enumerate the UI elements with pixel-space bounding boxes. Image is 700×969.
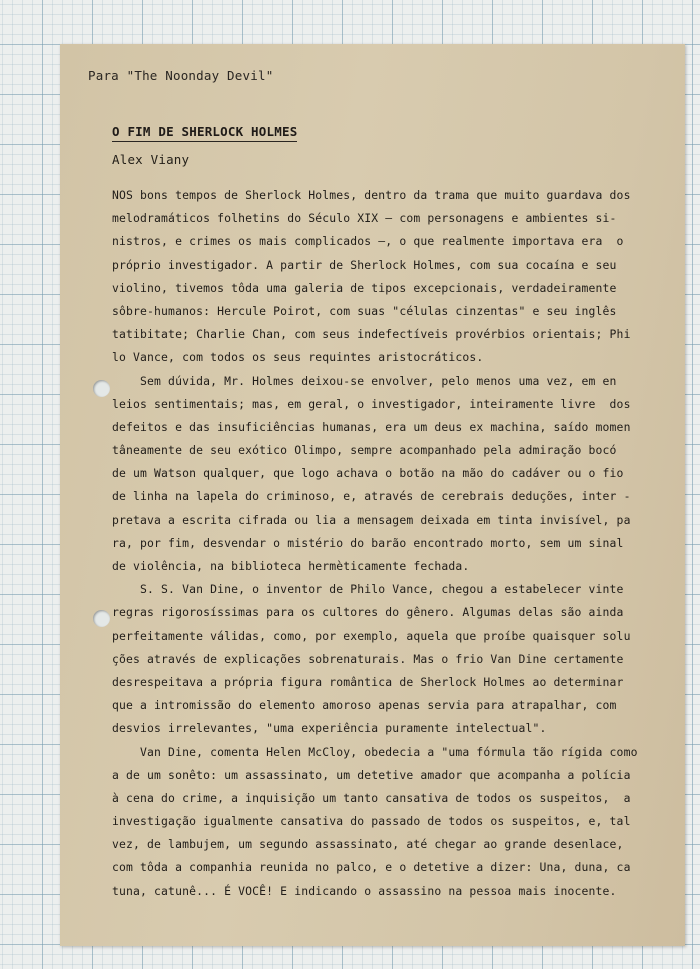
text-line: ra, por fim, desvendar o mistério do barão encontrado morto, sem um sinal xyxy=(112,535,624,550)
text-line: violino, tivemos tôda uma galeria de tipos excepcionais, verdadeiramente xyxy=(112,280,617,295)
text-line: com tôda a companhia reunida no palco, e o detetive a dizer: Una, duna, ca xyxy=(112,860,631,875)
text-line: regras rigorosíssimas para os cultores do gênero. Algumas delas são ainda xyxy=(112,605,624,620)
text-line: desrespeitava a própria figura romântica de Sherlock Holmes ao determinar xyxy=(112,674,624,689)
text-line: Van Dine, comenta Helen McCloy, obedecia a "uma fórmula tão rígida como xyxy=(112,744,638,759)
text-line: NOS bons tempos de Sherlock Holmes, dentro da trama que muito guardava dos xyxy=(112,188,631,202)
text-line: defeitos e das insuficiências humanas, era um deus ex machina, saído momen xyxy=(112,419,631,434)
text-line: próprio investigador. A partir de Sherlock Holmes, com sua cocaína e seu xyxy=(112,257,617,272)
text-line: tuna, catunê... É VOCÊ! E indicando o assassino na pessoa mais inocente. xyxy=(112,883,617,898)
text-line: pretava a escrita cifrada ou lia a mensagem deixada em tinta invisível, pa xyxy=(112,512,631,527)
punch-hole xyxy=(93,380,110,397)
text-line: desvios irrelevantes, "uma experiência puramente intelectual". xyxy=(112,721,547,736)
text-line: à cena do crime, a inquisição um tanto cansativa de todos os suspeitos, a xyxy=(112,790,631,805)
text-line: melodramáticos folhetins do Século XIX — com personagens e ambientes si- xyxy=(112,211,617,226)
text-line: tâneamente de seu exótico Olimpo, sempre acompanhado pela admiração bocó xyxy=(112,443,617,458)
text-line: de violência, na biblioteca hermèticamente fechada. xyxy=(112,559,470,573)
text-line: investigação igualmente cansativa do passado de todos os suspeitos, e, tal xyxy=(112,814,631,829)
text-line: leios sentimentais; mas, em geral, o investigador, inteiramente livre dos xyxy=(112,396,631,411)
text-line: S. S. Van Dine, o inventor de Philo Vance, chegou a estabelecer vinte xyxy=(112,582,624,597)
text-line: sôbre-humanos: Hercule Poirot, com suas "células cinzentas" e seu inglês xyxy=(112,303,617,318)
punch-hole xyxy=(93,610,110,627)
text-line: de linha na lapela do criminoso, e, através de cerebrais deduções, inter - xyxy=(112,489,631,504)
text-line: lo Vance, com todos os seus requintes aristocráticos. xyxy=(112,350,484,365)
text-line: ções através de explicações sobrenaturais. Mas o frio Van Dine certamente xyxy=(112,651,624,666)
text-line: perfeitamente válidas, como, por exemplo, aquela que proíbe quaisquer solu xyxy=(112,628,631,643)
text-line: que a intromissão do elemento amoroso apenas servia para atrapalhar, com xyxy=(112,698,617,713)
text-line: tatibitate; Charlie Chan, com seus indefectíveis provérbios orientais; Phi xyxy=(112,327,631,342)
author-name: Alex Viany xyxy=(112,152,190,167)
text-line: Sem dúvida, Mr. Holmes deixou-se envolver, pelo menos uma vez, em en xyxy=(112,373,617,388)
text-line: vez, de lambujem, um segundo assassinato, até chegar ao grande desenlace, xyxy=(112,837,624,852)
body-text xyxy=(112,184,672,903)
document-title: O FIM DE SHERLOCK HOLMES xyxy=(112,124,297,142)
typed-page xyxy=(60,44,685,946)
header-note: Para "The Noonday Devil" xyxy=(88,68,274,83)
text-line: nistros, e crimes os mais complicados —, o que realmente importava era o xyxy=(112,234,624,249)
text-line: a de um sonêto: um assassinato, um detetive amador que acompanha a polícia xyxy=(112,767,631,782)
text-line: de um Watson qualquer, que logo achava o botão na mão do cadáver ou o fio xyxy=(112,466,624,481)
